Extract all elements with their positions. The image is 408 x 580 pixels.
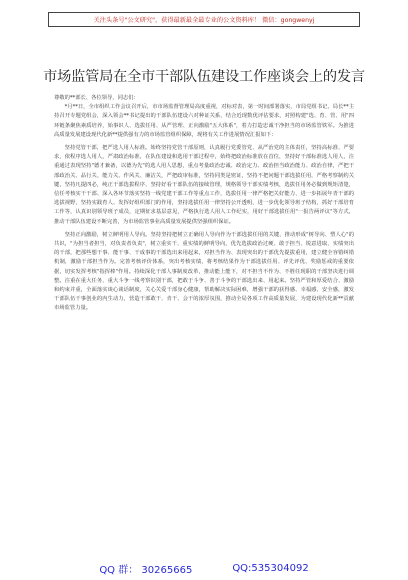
paragraph-1: *月**日，全市组织工作会议召开后，市市场监督管理局高度重视，对标对表，第一时间部署落实，市局党组书记、局长**主持召开专题党组会，深入领会**书记提出的干部队伍建设六对种证关系，结合近现数优评估要求，对照构建"选、育、管、用"四环链条聚焦素质培养，始事识人、选拔任用、从严管理、正向激励"五大体系"，着力打造忠诚干净担当的市场监管铁军。为推进高质量发展建设现代化新**提供强有力的市场监管组织保障，现将有关工作进展情况汇报如下： [54,104,354,138]
qq-contact-label: QQ:535304092 [232,562,309,574]
promo-banner: 关注头条号"公文研究"，获得最新最全最专业的公文资料库！ 微信：gongwenyj [48,12,360,27]
paragraph-3: 坚持正向激励，树立鲜明用人导向。坚持坚持把树立正确用人导向作为干部选拔任用的关键，推动形成"树导向、塑人心"的共识，"为担当者担当，对负责者负责"，树立重实干、重实绩的鲜明导向，优先选拔政治过硬、敢于担当、锐意进取、实绩突出的干部，把那些想干事、能干事、干成事的干部选出来用起来，对担当作为、表现突出的干部优先提拔重用，建立健全容错纠错机制，激励干部担当作为。完善考核评价体系，突出考核实绩，将考核结果作为干部选拔任用、评先评优、奖励惩戒的重要依据，切实发挥考核"指挥棒"作用。持续深化干部人事制度改革，推动能上能下，对不担当不作为、不胜任现职的干部坚决进行调整。注重在重大任务、重大斗争一线考察识别干部，把敢于斗争、善于斗争的干部选出来、用起来。坚持严管和厚爱结合、激励和约束并重，全面落实谈心谈话制度，关心关爱干部身心健康，帮助解决实际困难，增强干部的获得感、幸福感、安全感，激发干部队伍干事创业的内生动力，营造干部敢干、肯干、会干的浓厚氛围，推动全局各项工作高质量发展，为建设现代化新**贡献市场监管力量。 [54,231,354,312]
document-body [54,94,354,314]
document-title: 市场监管局在全市干部队伍建设工作座谈会上的发言 [43,69,365,85]
salutation: 尊敬的**部长、各位领导，同志们： [54,95,139,101]
paragraph-2: 坚持党管干部，把严选人用人标准。始终坚持党管干部原则，认真履行党委管党、从严治党的主体责任，坚持高标准、严要求，依程序选人用人，严肃政治标准，在队伍建设和选用干部过程中，始终把政治标准放在首位，坚持好干部标准选人用人，注重通过表现坚持"德才兼备，以德为先"的选人用人思想，重点考量政治忠诚、政治定力、政治担当政治能力、政治自律，严把干部政治关、品行关、能力关、作风关、廉洁关，严把政审标准，坚持同类是密证，坚持不把问题干部选拔任用，严格考察制约关键，坚持凡提四必，纯正干部选拔程序、坚持好看干部队伍的接续管理，规格领导干部实绩考核，选拔任用务必做到规矩清楚，信任考核实干干部、深入各环节落实坚持一线党建干部工作等重点工作，选拔任用一律严格把关好能力、进一步拓展年青干部的选拔视野，坚持实践育人、发挥好组织部门的作用，坚持选拔任用一律坚持公开透明，进一步优化领导班子结构，抓好干部培育工作等，认真识别领导班子成员，定期征求基层意见，严格执行选人用人工作纪实，用好干部选拔任用"一报告两评议"等方式，推动干部队伍建设不断完善，为市场监管事业高质量发展提供坚强组织保证。 [54,145,354,225]
contact-footer [0,556,408,580]
qq-group-label: QQ 群： 30265665 [99,564,193,576]
